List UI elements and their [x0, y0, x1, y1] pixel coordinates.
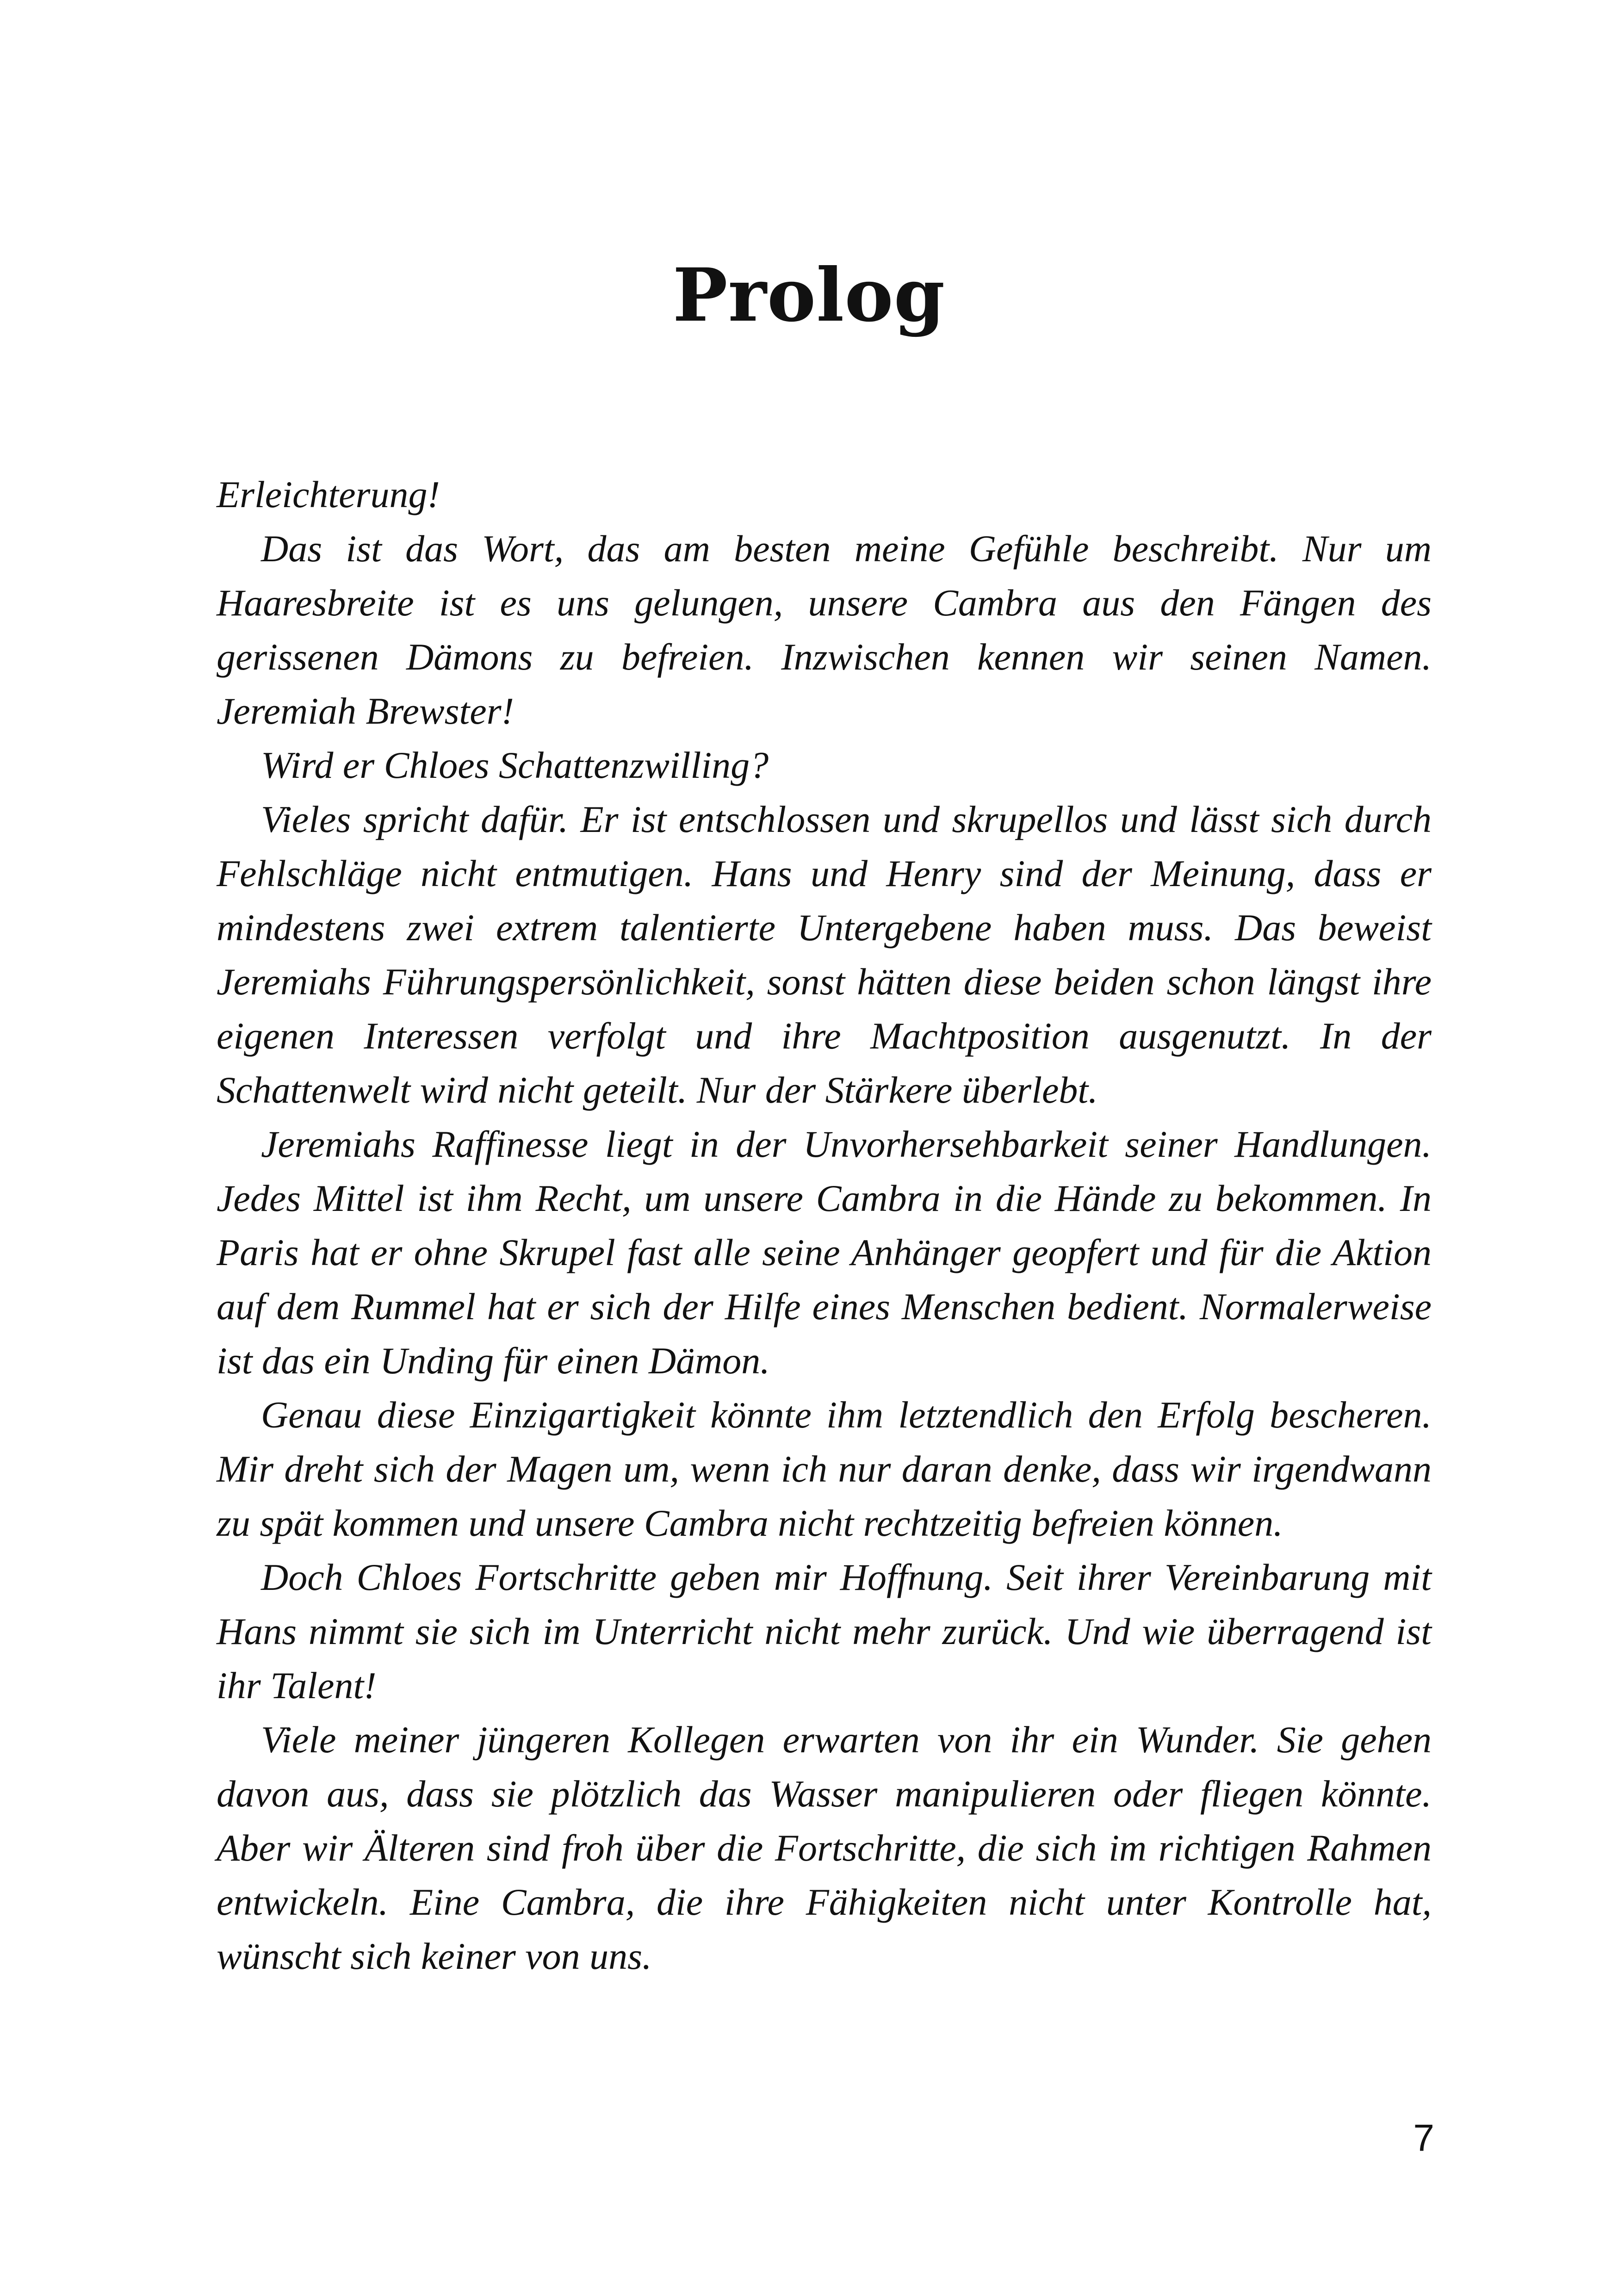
paragraph-1: Erleichterung!: [217, 473, 440, 515]
paragraph-4: Vieles spricht dafür. Er ist entschlossen und skrupellos und lässt sich durch Fehlschläge nicht entmutigen. Hans und Henry sind der Meinung, dass er mindestens zwei extrem talentierte Untergebene haben muss. Das beweist Jeremiahs Führungspersönlichkeit, sonst hätten diese beiden schon längst ihre eigenen Interessen verfolgt und ihre Machtposition ausgenutzt. In der Schattenwelt wird nicht geteilt. Nur der Stärkere überlebt.: [217, 798, 1432, 1111]
page-number: 7: [1413, 2117, 1434, 2159]
body-text: [217, 467, 1432, 1983]
paragraph-8: Viele meiner jüngeren Kollegen erwarten von ihr ein Wunder. Sie gehen davon aus, dass sie plötzlich das Wasser manipulieren oder fliegen könnte. Aber wir Älteren sind froh über die Fortschritte, die sich im richtigen Rahmen entwickeln. Eine Cambra, die ihre Fähigkeiten nicht unter Kontrolle hat, wünscht sich keiner von uns.: [217, 1719, 1432, 1977]
paragraph-5: Jeremiahs Raffinesse liegt in der Unvorhersehbarkeit seiner Handlungen. Jedes Mittel ist ihm Recht, um unsere Cambra in die Hände zu bekommen. In Paris hat er ohne Skrupel fast alle seine Anhänger geopfert und für die Aktion auf dem Rummel hat er sich der Hilfe eines Menschen bedient. Normalerweise ist das ein Unding für einen Dämon.: [217, 1123, 1432, 1382]
paragraph-6: Genau diese Einzigartigkeit könnte ihm letztendlich den Erfolg bescheren. Mir dreht sich der Magen um, wenn ich nur daran denke, dass wir irgendwann zu spät kommen und unsere Cambra nicht rechtzeitig befreien können.: [217, 1394, 1432, 1544]
paragraph-2: Das ist das Wort, das am besten meine Gefühle beschreibt. Nur um Haaresbreite ist es uns gelungen, unsere Cambra aus den Fängen des gerissenen Dämons zu befreien. Inzwischen kennen wir seinen Namen. Jeremiah Brewster!: [217, 527, 1432, 732]
paragraph-3: Wird er Chloes Schattenzwilling?: [261, 744, 769, 786]
paragraph-7: Doch Chloes Fortschritte geben mir Hoffnung. Seit ihrer Vereinbarung mit Hans nimmt sie sich im Unterricht nicht mehr zurück. Und wie überragend ist ihr Talent!: [217, 1556, 1432, 1706]
chapter-title: Prolog: [672, 253, 946, 338]
